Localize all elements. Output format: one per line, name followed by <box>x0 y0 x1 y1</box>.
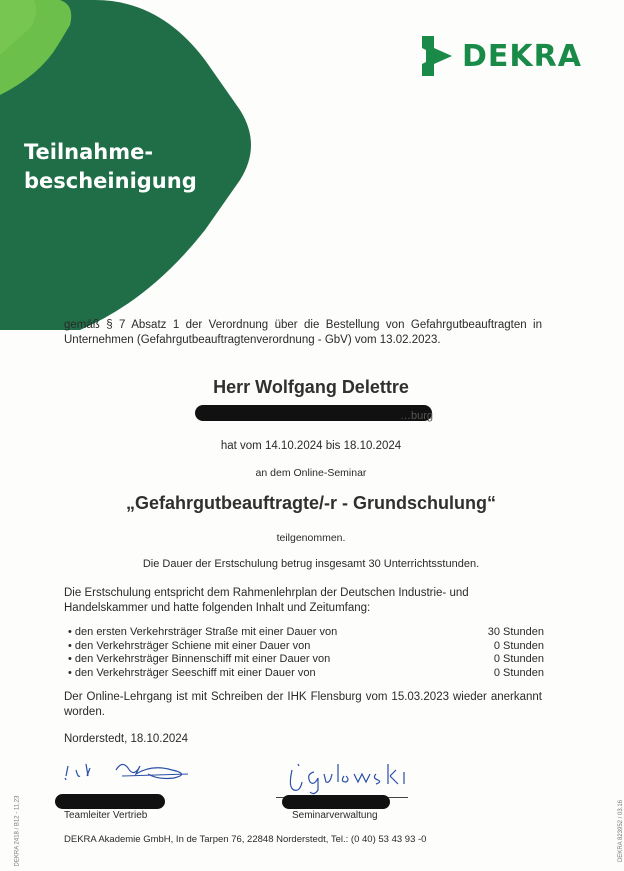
item-hours: 30 Stunden <box>487 626 544 638</box>
recognition-text: Der Online-Lehrgang ist mit Schreiben der IHK Flensburg vom 15.03.2023 wieder anerkannt worden. <box>64 691 542 718</box>
item-text: • den Verkehrsträger Binnenschiff mit einer Dauer von <box>68 653 331 665</box>
address-partial: …burg <box>400 410 434 422</box>
item-hours: 0 Stunden <box>493 666 544 679</box>
list-item <box>68 653 544 667</box>
logo-text: DEKRA <box>462 38 582 74</box>
signature-right <box>284 756 418 796</box>
seminar-title: „Gefahrgutbeauftragte/-r - Grundschulung“ <box>125 493 496 513</box>
item-hours: 0 Stunden <box>493 653 544 665</box>
curriculum-list <box>68 626 544 680</box>
list-item <box>68 626 544 640</box>
list-item <box>68 667 544 681</box>
signatory-role-right: Seminarverwaltung <box>292 810 378 821</box>
seminar-period: hat vom 14.10.2024 bis 18.10.2024 <box>220 440 402 452</box>
title-line-1: Teilnahme- <box>24 140 154 164</box>
redacted-address <box>195 405 432 421</box>
list-item <box>68 640 544 654</box>
dekra-logo <box>420 34 582 78</box>
item-text: • den Verkehrsträger Schiene mit einer Dauer von <box>68 639 311 652</box>
item-text: • den Verkehrsträger Seeschiff mit einer Dauer von <box>68 666 316 679</box>
certificate-title <box>24 138 197 196</box>
item-hours: 0 Stunden <box>493 639 544 652</box>
dekra-arrow-logo-icon <box>420 34 454 78</box>
legal-basis-text: gemäß § 7 Absatz 1 der Verordnung über die Bestellung von Gefahrgutbeauftragten in Unternehmen (Gefahrgutbeauftragtenverordnung - GbV) vom 13.02.2023. <box>64 319 542 346</box>
recipient-name: Herr Wolfgang Delettre <box>213 377 409 397</box>
duration-text: Die Dauer der Erstschulung betrug insgesamt 30 Unterrichtsstunden. <box>142 558 480 570</box>
redacted-signatory-right <box>282 795 390 809</box>
side-code-left: DEKRA 2418 / B12 - 11.23 <box>14 795 21 867</box>
side-code-right: DEKRA 823952 / 03.16 <box>618 799 624 863</box>
participated-text: teilgenommen. <box>276 532 346 544</box>
item-text: • den ersten Verkehrsträger Straße mit einer Dauer von <box>68 626 338 638</box>
signature-left <box>62 756 196 786</box>
redacted-signatory-left <box>55 794 165 809</box>
footer-address: DEKRA Akademie GmbH, In de Tarpen 76, 22848 Norderstedt, Tel.: (0 40) 53 43 93 -0 <box>64 834 427 845</box>
title-line-2: bescheinigung <box>24 169 197 193</box>
seminar-intro: an dem Online-Seminar <box>255 467 367 479</box>
curriculum-intro: Die Erstschulung entspricht dem Rahmenlehrplan der Deutschen Industrie- und Handelskammer und hatte folgenden Inhalt und Zeitumfang: <box>64 587 469 614</box>
signatory-role-left: Teamleiter Vertrieb <box>64 810 148 821</box>
place-date: Norderstedt, 18.10.2024 <box>64 733 189 745</box>
